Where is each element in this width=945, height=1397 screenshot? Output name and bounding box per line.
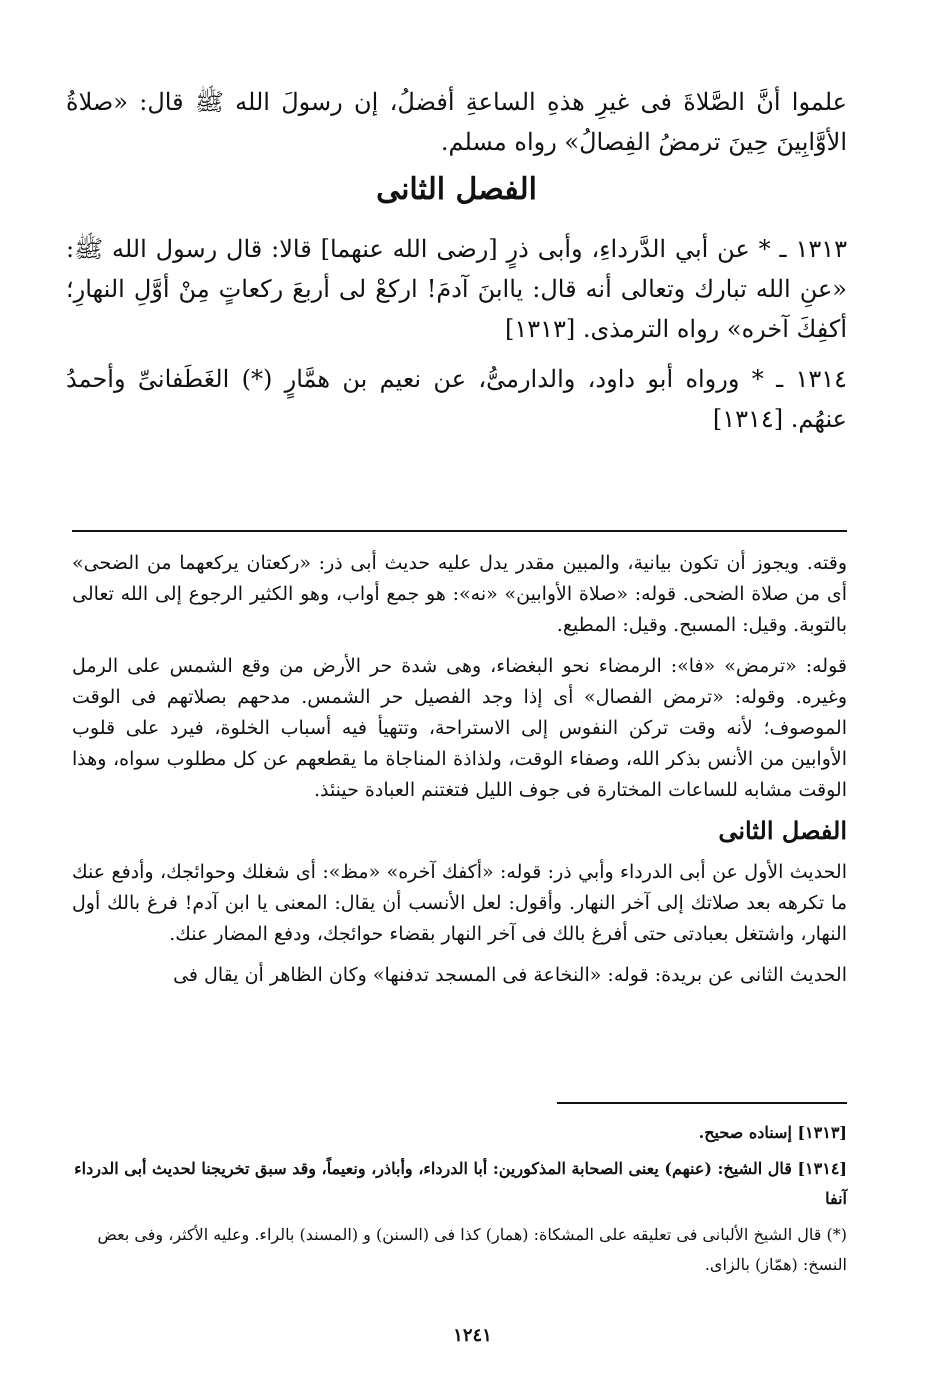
commentary-paragraph: الحديث الأول عن أبى الدرداء وأبي ذر: قوله: «أكفك آخره» «مظ»: أى شغلك وحوائجك، وأدفع عنك ما تكرهه بعد صلاتك إلى آخر النهار. وأقول: لعل الأنسب أن يقال: المعنى يا ابن آدم! فرغ بالك أول النهار، واشتغل بعبادتى حتى أفرغ بالك فى آخر النهار بقضاء حوائجك، ودفع المضار عنك. xyxy=(72,861,847,945)
commentary-paragraph: قوله: «ترمض» «فا»: الرمضاء نحو البغضاء، وهى شدة حر الأرض من وقع الشمس على الرمل وغيره. وقوله: «ترمض الفصال» أى إذا وجد الفصيل حر الشمس. مدحهم بصلاتهم فى الوقت الموصوف؛ لأنه وقت تركن النفوس إلى الاستراحة، وتتهيأ فيه أسباب الخلوة، فيرد على قلوب الأوابين من الأنس بذكر الله، وصفاء الوقت، ولذاذة المناجاة ما يقطعهم عن كل مطلوب سواه، وهذا الوقت مشابه للساعات المختارة فى جوف الليل فتغتنم العبادة حينئذ. xyxy=(72,655,847,801)
footnote-star: (*) قال الشيخ الألبانى فى تعليقه على المشكاة: (همار) كذا فى (السنن) و (المسند) بالراء. وعليه الأكثر، وفى بعض النسخ: (همّاز) بالزاى. xyxy=(97,1225,847,1274)
footnote-1313: [١٣١٣] إسناده صحيح. xyxy=(698,1123,847,1142)
footnote-rule xyxy=(557,1102,847,1104)
commentary-paragraph: الحديث الثانى عن بريدة: قوله: «النخاعة فى المسجد تدفنها» وكان الظاهر أن يقال فى xyxy=(173,964,847,986)
hadith-1313: ١٣١٣ ـ * عن أبي الدَّرداءِ، وأبى ذرٍ [رضى الله عنهما] قالا: قال رسول الله ﷺ: «عنِ الله تبارك وتعالى أنه قال: ياابنَ آدمَ! اركعْ لى أربعَ ركعاتٍ مِنْ أوَّلِ النهارِ؛ أكفِكَ آخره» رواه الترمذى. [١٣١٣] xyxy=(66,235,847,343)
commentary-heading: الفصل الثانى xyxy=(718,816,847,845)
footnote-1314: [١٣١٤] قال الشيخ: (عنهم) يعنى الصحابة المذكورين: أبا الدرداء، وأباذر، ونعيماً، وقد سبق تخريجنا لحديث أبى الدرداء آنفا xyxy=(74,1159,847,1208)
hadith-1314: ١٣١٤ ـ * ورواه أبو داود، والدارمىُّ، عن نعيم بن همَّارٍ (*) الغَطَفانىِّ وأحمدُ عنهُم. [١٣١٤] xyxy=(66,365,847,433)
commentary xyxy=(72,548,847,1001)
page-number: ١٢٤١ xyxy=(453,1325,492,1346)
footnotes xyxy=(72,1118,847,1286)
main-paragraph: علموا أنَّ الصَّلاةَ فى غيرِ هذهِ الساعةِ أفضلُ، إن رسولَ الله ﷺ قال: «صلاةُ الأوَّابِينَ حِينَ ترمضُ الفِصالُ» رواه مسلم. xyxy=(66,88,847,156)
section-heading: الفصل الثانى xyxy=(376,172,537,207)
main-text xyxy=(66,82,847,449)
separator-rule xyxy=(72,530,847,532)
commentary-paragraph: وقته. ويجوز أن تكون بيانية، والمبين مقدر يدل عليه حديث أبى ذر: «ركعتان يركعهما من الضحى» أى من صلاة الضحى. قوله: «صلاة الأوابين» «نه»: هو جمع أواب، وهو الكثير الرجوع إلى الله تعالى بالتوبة. وقيل: المسبح. وقيل: المطيع. xyxy=(72,552,847,636)
